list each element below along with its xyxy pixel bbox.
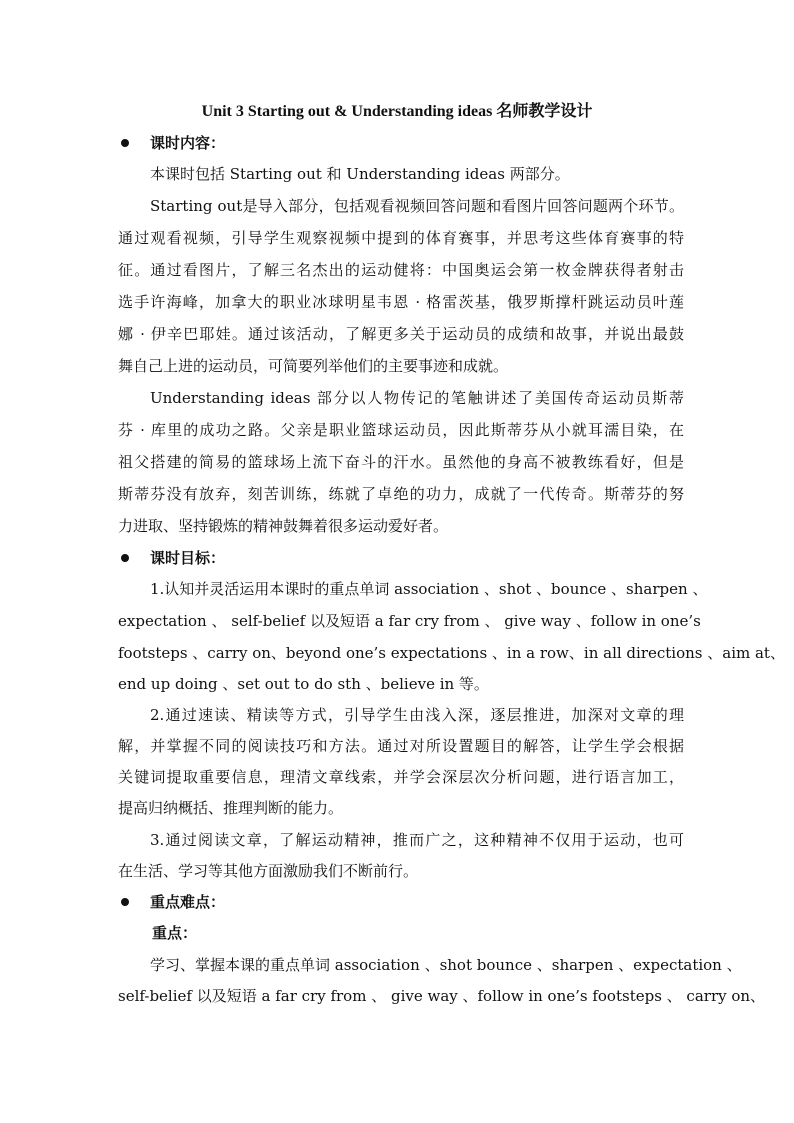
paragraph-line: 3.通过阅读文章，了解运动精神，推而广之，这种精神不仅用于运动，也可 xyxy=(150,831,684,849)
document-title: Unit 3 Starting out & Understanding ideas 名师教学设计 xyxy=(201,103,593,120)
bullet-icon xyxy=(121,898,129,906)
paragraph-line: 1.认知并灵活运用本课时的重点单词 association 、shot 、bounce 、sharpen 、 xyxy=(150,580,708,598)
section-heading-content: 课时内容： xyxy=(150,134,226,152)
paragraph-line: 解，并掌握不同的阅读技巧和方法。通过对所设置题目的解答，让学生学会根据 xyxy=(118,737,684,755)
paragraph-line: expectation 、 self-belief 以及短语 a far cry from 、 give way 、follow in one’s xyxy=(118,612,701,630)
section-heading-goals: 课时目标： xyxy=(150,549,226,567)
paragraph-line: Starting out是导入部分，包括观看视频回答问题和看图片回答问题两个环节。 xyxy=(150,197,684,215)
paragraph-line: 本课时包括 Starting out 和 Understanding ideas 两部分。 xyxy=(150,165,570,183)
paragraph-line: 祖父搭建的简易的篮球场上流下奋斗的汗水。虽然他的身高不被教练看好，但是 xyxy=(118,453,684,471)
paragraph-line: footsteps 、carry on、beyond one’s expectations 、in a row、in all directions 、aim at、 xyxy=(118,644,785,662)
section-heading-key: 重点难点： xyxy=(150,893,226,911)
paragraph-line: 力进取、坚持锻炼的精神鼓舞着很多运动爱好者。 xyxy=(118,517,449,535)
paragraph-line: 征。通过看图片，了解三名杰出的运动健将：中国奥运会第一枚金牌获得者射击 xyxy=(118,261,684,279)
paragraph-line: 在生活、学习等其他方面激励我们不断前行。 xyxy=(118,862,419,880)
paragraph-line: 选手许海峰，加拿大的职业冰球明星韦恩 · 格雷茨基，俄罗斯撑杆跳运动员叶莲 xyxy=(118,293,684,311)
paragraph-line: 娜 · 伊辛巴耶娃。通过该活动，了解更多关于运动员的成绩和故事，并说出最鼓 xyxy=(118,325,684,343)
paragraph-line: end up doing 、set out to do sth 、believe in 等。 xyxy=(118,675,489,693)
paragraph-line: 关键词提取重要信息，理清文章线索，并学会深层次分析问题，进行语言加工， xyxy=(118,768,684,786)
paragraph-line: 斯蒂芬没有放弃，刻苦训练，练就了卓绝的功力，成就了一代传奇。斯蒂芬的努 xyxy=(118,485,684,503)
paragraph-line: 芬 · 库里的成功之路。父亲是职业篮球运动员，因此斯蒂芬从小就耳濡目染，在 xyxy=(118,421,684,439)
paragraph-line: 2.通过速读、精读等方式，引导学生由浅入深，逐层推进，加深对文章的理 xyxy=(150,706,684,724)
paragraph-line: 提高归纳概括、推理判断的能力。 xyxy=(118,799,344,817)
paragraph-line: 通过观看视频，引导学生观察视频中提到的体育赛事，并思考这些体育赛事的特 xyxy=(118,229,684,247)
bullet-icon xyxy=(121,139,129,147)
subheading-focus: 重点： xyxy=(152,924,198,942)
paragraph-line: 舞自己上进的运动员，可简要列举他们的主要事迹和成就。 xyxy=(118,357,509,375)
bullet-icon xyxy=(121,554,129,562)
paragraph-line: Understanding ideas 部分以人物传记的笔触讲述了美国传奇运动员斯蒂 xyxy=(150,389,684,407)
paragraph-line: 学习、掌握本课的重点单词 association 、shot bounce 、sharpen 、expectation 、 xyxy=(150,956,742,974)
paragraph-line: self-belief 以及短语 a far cry from 、 give way 、follow in one’s footsteps 、 carry on、 xyxy=(118,987,766,1005)
